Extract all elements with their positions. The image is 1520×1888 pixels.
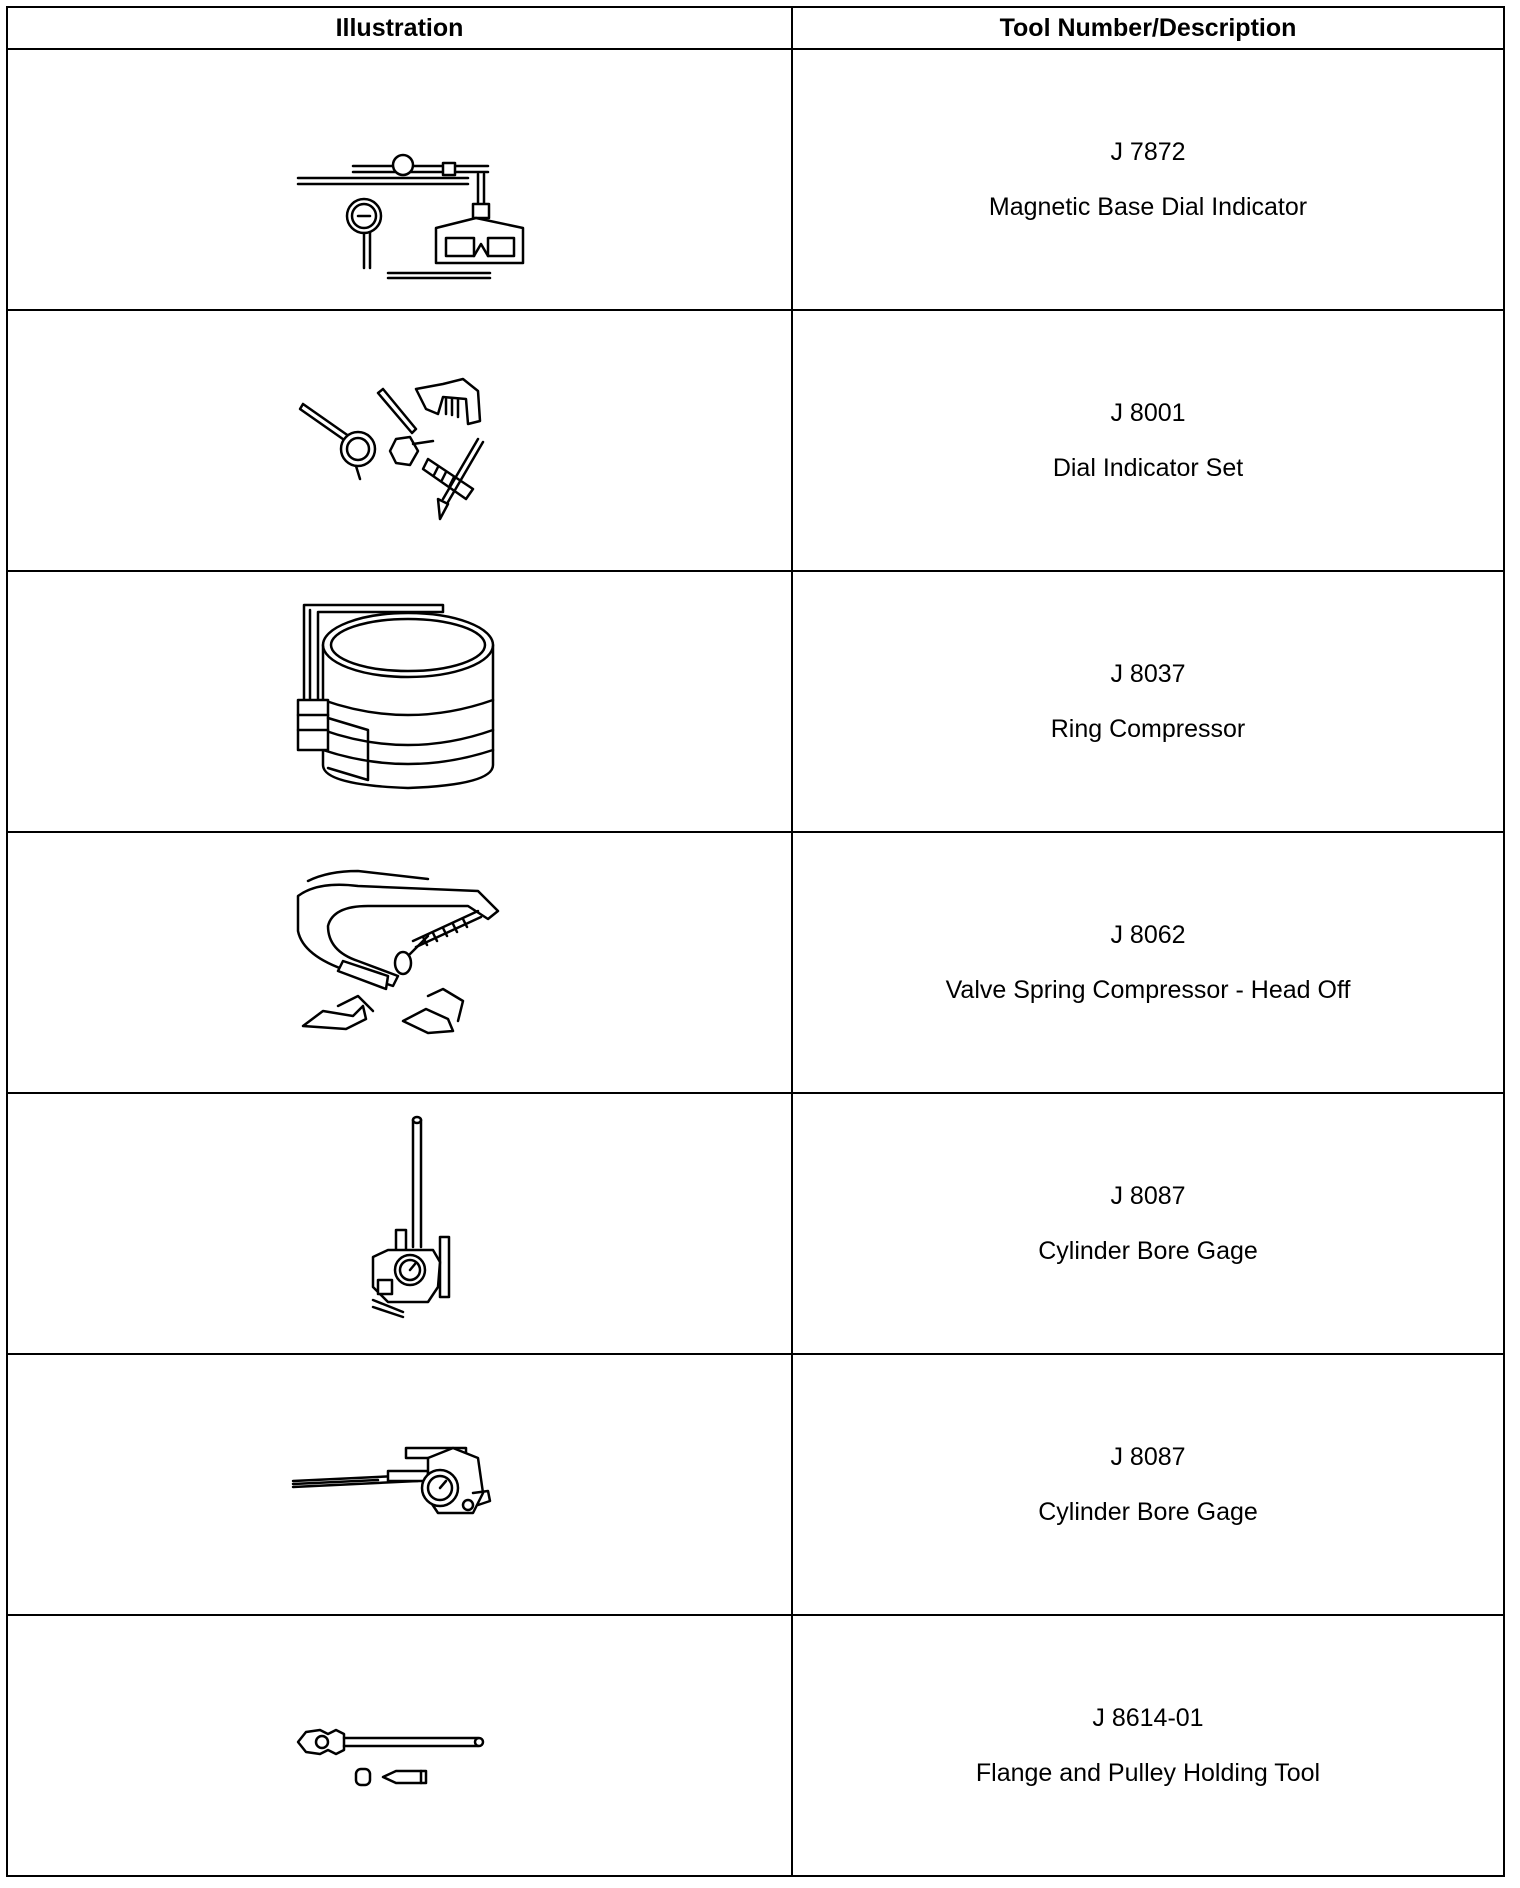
tool-description: Valve Spring Compressor - Head Off — [945, 976, 1351, 1004]
description-cell — [792, 49, 1504, 310]
tool-description: Dial Indicator Set — [1052, 454, 1244, 482]
illustration-cell — [7, 1354, 792, 1615]
dial-indicator-set-icon — [278, 329, 528, 551]
cylinder-bore-gage-vertical-icon — [278, 1112, 528, 1334]
illustration-cell — [7, 49, 792, 310]
tool-number: J 7872 — [1110, 138, 1186, 166]
table-row — [7, 571, 1504, 832]
table-row — [7, 310, 1504, 571]
table-row — [7, 49, 1504, 310]
tool-description: Cylinder Bore Gage — [1038, 1237, 1258, 1265]
description-cell — [792, 571, 1504, 832]
tool-number: J 8614-01 — [1092, 1704, 1204, 1732]
table-header-row — [7, 7, 1504, 49]
ring-compressor-icon — [278, 590, 528, 812]
tool-number: J 8087 — [1110, 1443, 1186, 1471]
table-row — [7, 1615, 1504, 1876]
description-cell — [792, 1354, 1504, 1615]
tool-number: J 8001 — [1110, 399, 1186, 427]
illustration-header: Illustration — [7, 7, 792, 49]
illustration-cell — [7, 571, 792, 832]
description-cell — [792, 832, 1504, 1093]
magnetic-base-dial-indicator-icon — [278, 68, 528, 290]
tool-table — [6, 6, 1505, 1877]
tool-number: J 8087 — [1110, 1182, 1186, 1210]
description-cell — [792, 1615, 1504, 1876]
description-cell — [792, 310, 1504, 571]
cylinder-bore-gage-horizontal-icon — [278, 1373, 528, 1595]
valve-spring-compressor-icon — [278, 851, 528, 1073]
tool-number: J 8062 — [1110, 921, 1186, 949]
tool-number: J 8037 — [1110, 660, 1186, 688]
illustration-cell — [7, 1615, 792, 1876]
illustration-cell — [7, 1093, 792, 1354]
flange-pulley-holding-tool-icon — [278, 1634, 528, 1856]
illustration-cell — [7, 310, 792, 571]
tool-description: Magnetic Base Dial Indicator — [988, 193, 1308, 221]
table-row — [7, 832, 1504, 1093]
table-row — [7, 1354, 1504, 1615]
tool-header: Tool Number/Description — [792, 7, 1504, 49]
tool-description: Ring Compressor — [1050, 715, 1246, 743]
illustration-cell — [7, 832, 792, 1093]
table-row — [7, 1093, 1504, 1354]
tool-description: Flange and Pulley Holding Tool — [975, 1759, 1321, 1787]
tool-description: Cylinder Bore Gage — [1038, 1498, 1258, 1526]
description-cell — [792, 1093, 1504, 1354]
